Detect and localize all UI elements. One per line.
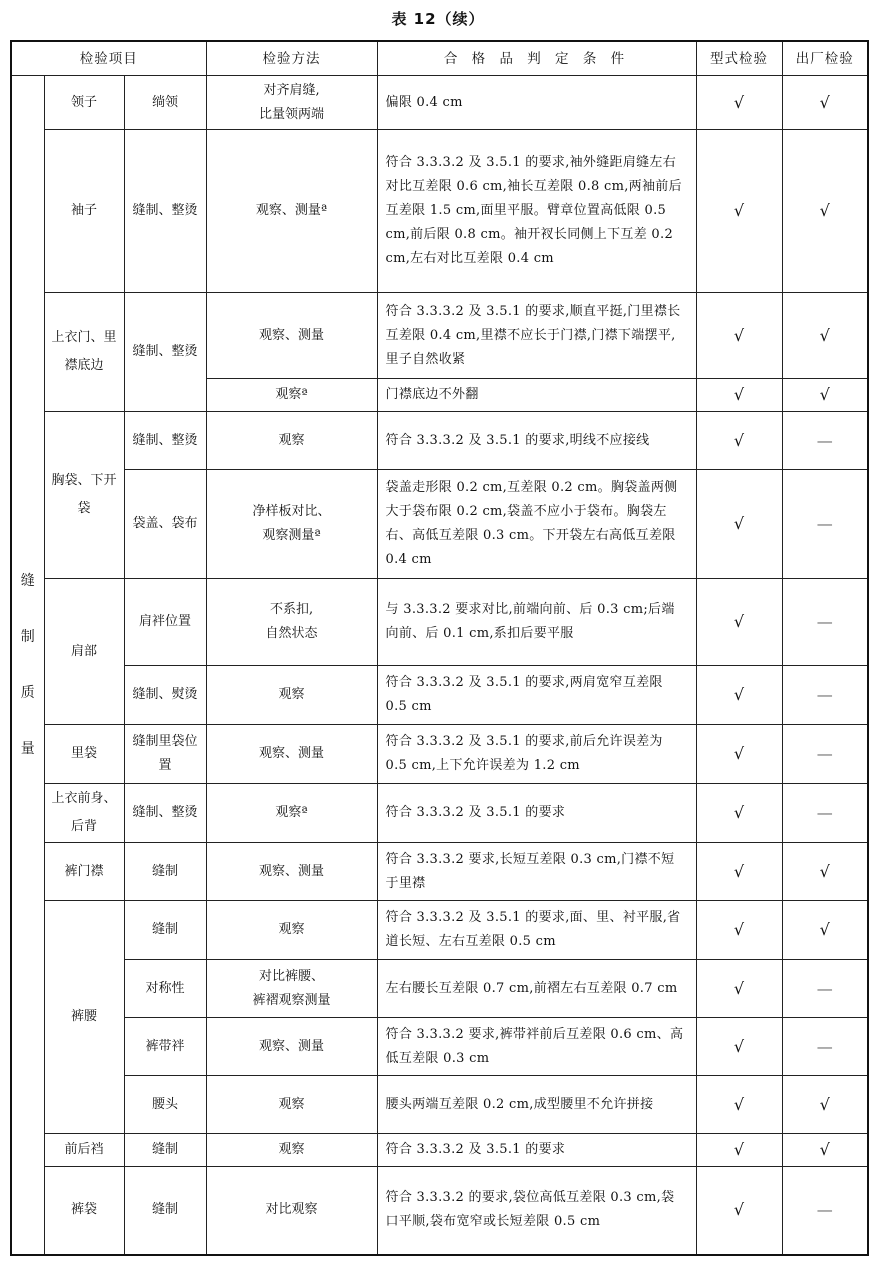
table-row (11, 1018, 868, 1076)
type-test-mark: √ (696, 725, 782, 784)
method-cell: 观察、测量 (206, 725, 377, 784)
type-test-mark: √ (696, 901, 782, 960)
part-cell: 里袋 (44, 725, 124, 784)
factory-test-mark: — (782, 725, 868, 784)
sub-item-cell: 缝制、整烫 (124, 784, 206, 843)
table-row (11, 784, 868, 843)
condition-cell: 符合 3.3.3.2 及 3.5.1 的要求,明线不应接线 (377, 412, 696, 470)
type-test-mark: √ (696, 130, 782, 293)
table-row (11, 1134, 868, 1167)
part-cell: 上衣门、里襟底边 (44, 293, 124, 412)
condition-cell: 符合 3.3.3.2 及 3.5.1 的要求,两肩宽窄互差限 0.5 cm (377, 666, 696, 725)
type-test-mark: √ (696, 579, 782, 666)
sub-item-cell: 袋盖、袋布 (124, 470, 206, 579)
method-cell: 对比裤腰、 裤褶观察测量 (206, 960, 377, 1018)
table-row (11, 901, 868, 960)
method-cell: 观察ª (206, 784, 377, 843)
part-cell: 裤腰 (44, 901, 124, 1134)
type-test-mark: √ (696, 293, 782, 379)
type-test-mark: √ (696, 784, 782, 843)
factory-test-mark: √ (782, 379, 868, 412)
condition-cell: 与 3.3.3.2 要求对比,前端向前、后 0.3 cm;后端向前、后 0.1 cm,系扣后要平服 (377, 579, 696, 666)
type-test-mark: √ (696, 1076, 782, 1134)
type-test-mark: √ (696, 666, 782, 725)
method-cell: 净样板对比、 观察测量ª (206, 470, 377, 579)
sub-item-cell: 缝制、熨烫 (124, 666, 206, 725)
type-test-mark: √ (696, 379, 782, 412)
factory-test-mark: √ (782, 293, 868, 379)
factory-test-mark: — (782, 666, 868, 725)
factory-test-mark: — (782, 412, 868, 470)
condition-cell: 门襟底边不外翻 (377, 379, 696, 412)
condition-cell: 符合 3.3.3.2 及 3.5.1 的要求 (377, 1134, 696, 1167)
method-cell: 观察、测量ª (206, 130, 377, 293)
header-condition: 合 格 品 判 定 条 件 (377, 41, 696, 76)
table-row (11, 470, 868, 579)
factory-test-mark: √ (782, 1134, 868, 1167)
method-cell: 对比观察 (206, 1167, 377, 1255)
part-cell: 领子 (44, 76, 124, 130)
sub-item-cell: 肩袢位置 (124, 579, 206, 666)
type-test-mark: √ (696, 1167, 782, 1255)
factory-test-mark: — (782, 1018, 868, 1076)
part-cell: 袖子 (44, 130, 124, 293)
method-cell: 观察 (206, 901, 377, 960)
inspection-table (10, 40, 869, 1256)
table-row (11, 725, 868, 784)
part-cell: 前后裆 (44, 1134, 124, 1167)
table-row (11, 1167, 868, 1255)
sub-item-cell: 缝制 (124, 901, 206, 960)
sub-item-cell: 缝制 (124, 1134, 206, 1167)
method-cell: 观察、测量 (206, 293, 377, 379)
header-method: 检验方法 (206, 41, 377, 76)
type-test-mark: √ (696, 1134, 782, 1167)
factory-test-mark: √ (782, 1076, 868, 1134)
condition-cell: 符合 3.3.3.2 及 3.5.1 的要求,前后允许误差为 0.5 cm,上下允许误差为 1.2 cm (377, 725, 696, 784)
table-row (11, 666, 868, 725)
table-row (11, 76, 868, 130)
table-row (11, 1076, 868, 1134)
sub-item-cell: 腰头 (124, 1076, 206, 1134)
part-cell: 肩部 (44, 579, 124, 725)
condition-cell: 符合 3.3.3.2 要求,裤带袢前后互差限 0.6 cm、高低互差限 0.3 cm (377, 1018, 696, 1076)
factory-test-mark: — (782, 784, 868, 843)
header-row (11, 41, 868, 76)
table-row (11, 843, 868, 901)
condition-cell: 袋盖走形限 0.2 cm,互差限 0.2 cm。胸袋盖两侧大于袋布限 0.2 cm,袋盖不应小于袋布。胸袋左右、高低互差限 0.3 cm。下开袋左右高低互差限 0.4 cm (377, 470, 696, 579)
part-cell: 胸袋、下开袋 (44, 412, 124, 579)
table-row (11, 130, 868, 293)
method-cell: 观察 (206, 666, 377, 725)
sub-item-cell: 缝制 (124, 1167, 206, 1255)
condition-cell: 符合 3.3.3.2 的要求,袋位高低互差限 0.3 cm,袋口平顺,袋布宽窄或长短差限 0.5 cm (377, 1167, 696, 1255)
factory-test-mark: √ (782, 130, 868, 293)
part-cell: 上衣前身、后背 (44, 784, 124, 843)
condition-cell: 符合 3.3.3.2 及 3.5.1 的要求 (377, 784, 696, 843)
type-test-mark: √ (696, 1018, 782, 1076)
sub-item-cell: 缝制、整烫 (124, 412, 206, 470)
table-title: 表 12（续） (391, 10, 485, 28)
table-row (11, 960, 868, 1018)
sub-item-cell: 缝制 (124, 843, 206, 901)
condition-cell: 左右腰长互差限 0.7 cm,前褶左右互差限 0.7 cm (377, 960, 696, 1018)
category-cell: 缝 制 质 量 (11, 76, 44, 1255)
type-test-mark: √ (696, 76, 782, 130)
header-factory-test: 出厂检验 (782, 41, 868, 76)
method-cell: 观察 (206, 1076, 377, 1134)
factory-test-mark: — (782, 579, 868, 666)
method-cell: 观察、测量 (206, 843, 377, 901)
condition-cell: 偏限 0.4 cm (377, 76, 696, 130)
part-cell: 裤袋 (44, 1167, 124, 1255)
type-test-mark: √ (696, 470, 782, 579)
factory-test-mark: √ (782, 843, 868, 901)
sub-item-cell: 缝制里袋位置 (124, 725, 206, 784)
factory-test-mark: — (782, 960, 868, 1018)
factory-test-mark: — (782, 1167, 868, 1255)
factory-test-mark: √ (782, 76, 868, 130)
method-cell: 不系扣, 自然状态 (206, 579, 377, 666)
method-cell: 观察、测量 (206, 1018, 377, 1076)
table-row (11, 412, 868, 470)
type-test-mark: √ (696, 960, 782, 1018)
sub-item-cell: 对称性 (124, 960, 206, 1018)
method-cell: 对齐肩缝, 比量领两端 (206, 76, 377, 130)
condition-cell: 符合 3.3.3.2 及 3.5.1 的要求,面、里、衬平服,省道长短、左右互差限 0.5 cm (377, 901, 696, 960)
sub-item-cell: 绱领 (124, 76, 206, 130)
method-cell: 观察ª (206, 379, 377, 412)
sub-item-cell: 裤带袢 (124, 1018, 206, 1076)
type-test-mark: √ (696, 412, 782, 470)
condition-cell: 符合 3.3.3.2 要求,长短互差限 0.3 cm,门襟不短于里襟 (377, 843, 696, 901)
condition-cell: 符合 3.3.3.2 及 3.5.1 的要求,顺直平挺,门里襟长互差限 0.4 cm,里襟不应长于门襟,门襟下端摆平,里子自然收紧 (377, 293, 696, 379)
factory-test-mark: — (782, 470, 868, 579)
header-type-test: 型式检验 (696, 41, 782, 76)
table-row (11, 293, 868, 379)
method-cell: 观察 (206, 1134, 377, 1167)
method-cell: 观察 (206, 412, 377, 470)
header-item: 检验项目 (11, 41, 206, 76)
part-cell: 裤门襟 (44, 843, 124, 901)
sub-item-cell: 缝制、整烫 (124, 293, 206, 412)
condition-cell: 腰头两端互差限 0.2 cm,成型腰里不允许拼接 (377, 1076, 696, 1134)
factory-test-mark: √ (782, 901, 868, 960)
table-row (11, 579, 868, 666)
type-test-mark: √ (696, 843, 782, 901)
sub-item-cell: 缝制、整烫 (124, 130, 206, 293)
condition-cell: 符合 3.3.3.2 及 3.5.1 的要求,袖外缝距肩缝左右对比互差限 0.6 cm,袖长互差限 0.8 cm,两袖前后互差限 1.5 cm,面里平服。臂章位置高低限 0.5 cm,前后限 0.8 cm。袖开衩长同侧上下互差 0.2 cm,左右对比互差限 0.4 cm (377, 130, 696, 293)
